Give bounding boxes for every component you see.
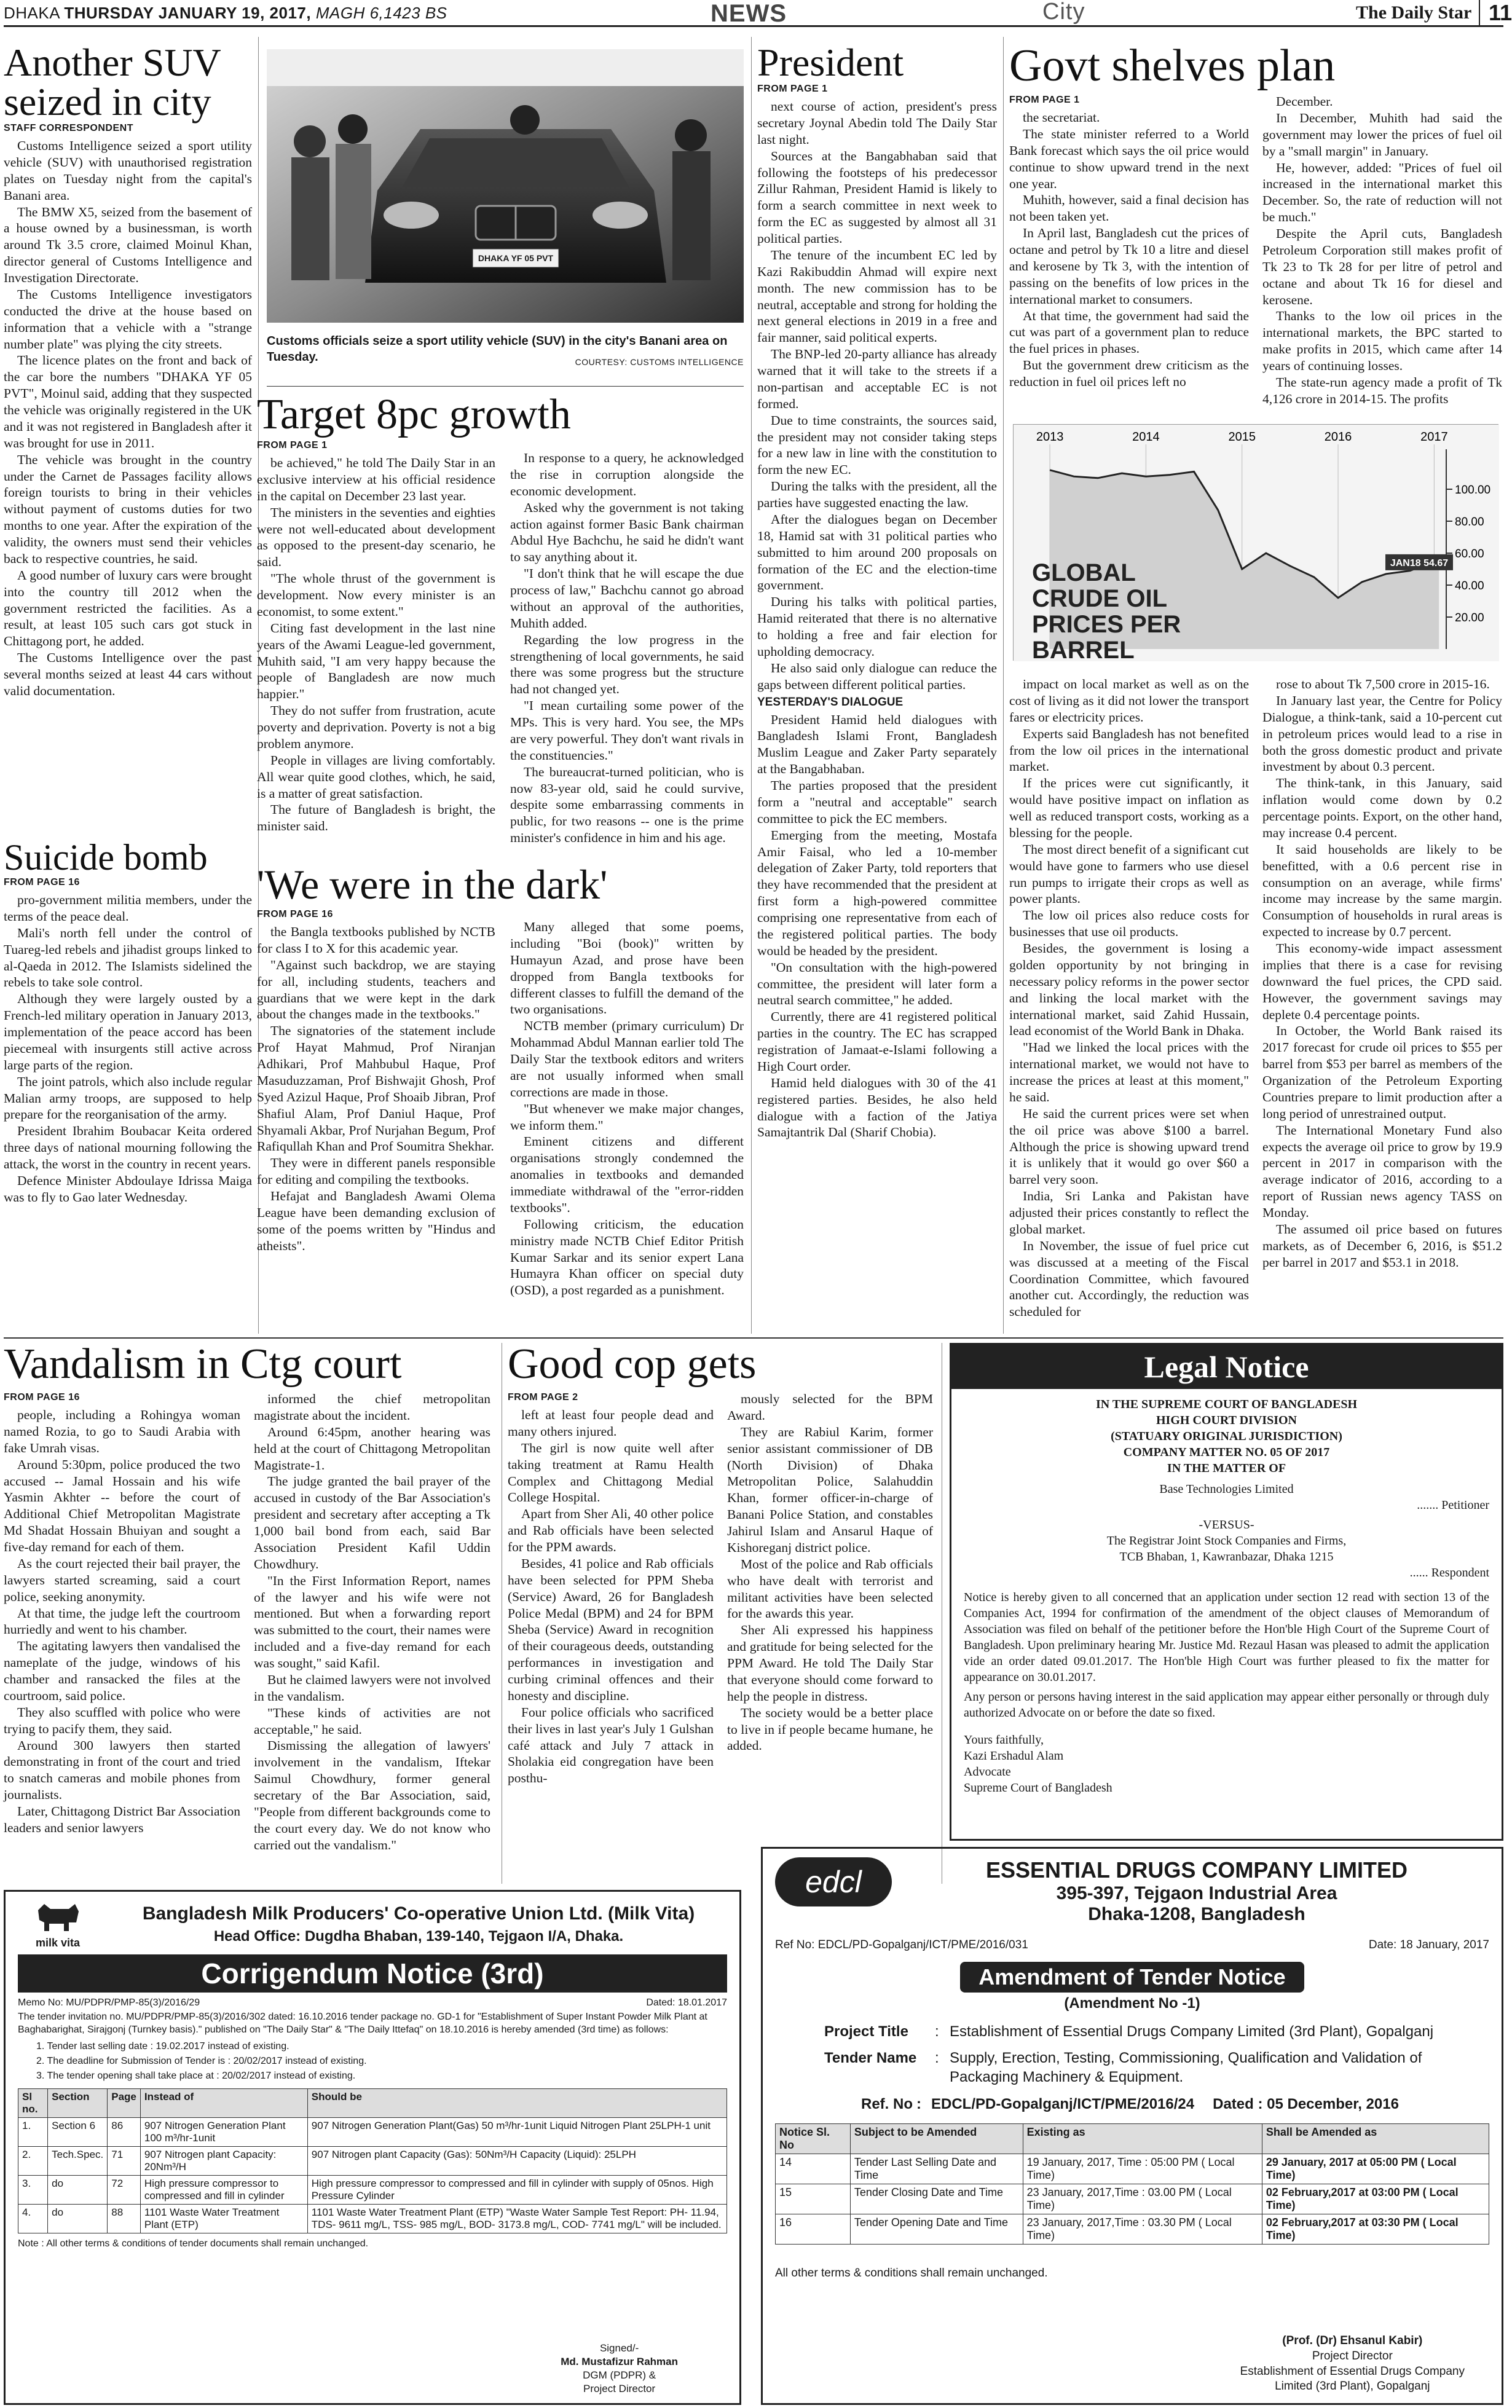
paragraph: They also scuffled with police who were trying to pacify them, they said. [4,1704,240,1736]
paragraph: Regarding the low progress in the strengthening of local governments, he said there was some progress but the structure had not changed yet. [510,632,744,697]
paragraph: Customs Intelligence seized a sport utility vehicle (SUV) with unauthorised registration plates on Tuesday night from the capital's Banani area. [4,138,252,203]
paragraph: the secretariat. [1023,110,1100,125]
paragraph: Sources at the Bangabhaban said that following the footsteps of his predecessor Zillur Rahman, President Hamid is likely to form a search committee in next week to form the EC as suggested by almost all 31 political parties. [757,148,997,246]
table-cell: 29 January, 2017 at 05:00 PM ( Local Time) [1262,2154,1489,2184]
headline-suv: Another SUV seized in city [4,41,221,124]
milkvita-signature [561,2342,678,2396]
article-goodcop [508,1340,935,1884]
paragraph: pro-government militia members, under the terms of the peace deal. [4,892,252,924]
headline-target: Target 8pc growth [257,391,571,438]
table-header: Instead of [140,2088,307,2117]
paragraph: The assumed oil price based on futures markets, as of December 6, 2016, is $51.2 per barrel in 2017 and $53.1 in 2018. [1262,1221,1502,1270]
article-target [253,393,745,848]
paragraph: The parties proposed that the president form a "neutral and acceptable" search committee to pick the EC members. [757,778,997,826]
article-body [1009,676,1249,1320]
paragraph: The signatories of the statement include Prof Hayat Mahmud, Prof Niranjan Adhikari, Prof Mahbubul Haque, Prof Masuduzzaman, Prof Bishwajit Ghosh, Prof Syed Azizul Haque, Prof Shoaib Jibran, Prof Shafiul Alam, Prof Daniul Haque, Prof Shyamali Akbar, Prof Nurjahan Begum, Prof Rafiqullah Khan and Prof Soumitra Shekhar. [257,1023,495,1154]
paragraph: "Against such backdrop, we are staying for all, including students, teachers and guardians that we were kept in the dark about the changes made in the textbooks." [257,957,495,1022]
x-tick-label: 2016 [1324,430,1352,444]
table-cell: 15 [776,2184,851,2214]
paragraph: In October, the World Bank raised its 2017 forecast for crude oil prices to $55 per barrel from $53 per barrel as members of the Organization of the Petroleum Exporting Countries prepare to limit production after a long period of unrestrained output. [1262,1023,1502,1121]
edcl-date: Date: 18 January, 2017 [1368,1938,1489,1951]
paragraph: In April last, Bangladesh cut the prices of octane and petrol by Tk 10 a litre and diesel and kerosene by Tk 3, with the intention of passing on the benefits of low prices in the international market to consumers. [1009,226,1249,307]
paragraph: The vehicle was brought in the country under the Carnet de Passages facility allows foreign tourists to bring in their vehicles without payment of customs duties for two months to one year. After the expiration of the validity, the owners must send their vehicles back to respective countries, he said. [4,452,252,566]
paragraph: It said households are likely to be benefitted, with a 0.6 percent rise in consumption on an average, while firms' income may increase by the same margin. Consumption of households in rural areas is expected to increase by 0.7 percent. [1262,841,1502,940]
paragraph: Besides, the government is losing a golden opportunity by not bringing in necessary policy reforms in the power sector and linking the local market with the international market, said Zahid Hussain, lead economist of the World Bank in Dhaka. [1009,941,1249,1039]
chart-title: GLOBAL CRUDE OIL PRICES PER BARREL [1032,559,1181,664]
subsection-label: City [1042,0,1085,25]
table-cell: Tender Last Selling Date and Time [850,2154,1023,2184]
table-cell: 907 Nitrogen plant Capacity: 20Nm³/H [140,2146,307,2175]
edcl-subtitle: (Amendment No -1) [1064,1995,1200,2012]
column-rule [751,37,752,1334]
y-tick-label: 20.00 [1455,612,1484,624]
paragraph: "Had we linked the local prices with the international market, we would not have to increase the prices at least at this moment," he said. [1009,1040,1249,1104]
paragraph: This economy-wide impact assessment implies that there is a case for revising downward the fuel prices, the CPD said. However, the government savings may deplete 0.4 percentage points. [1262,941,1502,1022]
signature-line: Yours faithfully, [964,1733,1044,1747]
paragraph: At that time, the judge left the courtroom hurriedly and went to his chamber. [4,1605,240,1637]
matter-number: COMPANY MATTER NO. 05 OF 2017 [1123,1446,1330,1459]
subhead: YESTERDAY'S DIALOGUE [757,695,904,709]
paragraph: Eminent citizens and different organisations strongly condemned the anomalies in textbooks and demanded immediate withdrawal of the "error-ridden textbooks". [510,1134,744,1215]
corrigendum-points [36,2039,727,2083]
section-label: NEWS [711,0,787,27]
paragraph: Citing fast development in the last nine years of the Awami League-led government, Muhith said, "I am very happy because the people of Bangladesh are now much happier." [257,620,495,702]
paragraph: Asked why the government is not taking action against former Basic Bank chairman Abdul Hye Bachchu, he said he didn't want to say anything about it. [510,500,744,565]
edcl-signature [1240,2334,1465,2394]
x-tick-label: 2017 [1420,430,1448,444]
paragraph: The judge granted the bail prayer of the accused in custody of the Bar Association's president and secretary after accepting a Tk 1,000 bail bond from each, said Bar Association President Kafil Uddin Chowdhury. [254,1474,490,1572]
signature-line: Supreme Court of Bangladesh [964,1781,1112,1795]
paragraph: The International Monetary Fund also expects the average oil price to grow by 19.9 percent in 2017 in comparison with the average indicator of 2016, according to a report of Russian news agency TASS on Monday. [1262,1122,1502,1220]
table-cell: High pressure compressor to compressed and fill in cylinder with supply of 05nos. High Pressure Cylinder [307,2175,726,2204]
paragraph: They do not suffer from frustration, acute poverty and deprivation. Poverty is not a big problem anymore. [257,703,495,751]
paragraph: "These kinds of activities are not acceptable," he said. [254,1705,490,1737]
article-govt-continued [1009,676,1503,1334]
x-tick-label: 2013 [1036,430,1064,444]
paragraph: If the prices were cut significantly, it would have positive impact on inflation as well as reduced transport costs, working as a blessing for the people. [1009,776,1249,840]
table-cell: do [48,2204,108,2233]
table-header: Should be [307,2088,726,2117]
table-header: Notice Sl. No [776,2123,851,2154]
paragraph: Sher Ali expressed his happiness and gratitude for being selected for the PPM Award. He told The Daily Star that everyone should come forward to help the people in distress. [727,1623,933,1704]
kicker: FROM PAGE 16 [257,909,333,919]
ref-row: Ref. No : EDCL/PD-Gopalganj/ICT/PME/2016/24 Dated : 05 December, 2016 [861,2095,1399,2112]
article-suv [4,43,252,830]
paragraph: "The whole thrust of the government is development. Now every minister is an economist, to some extent." [257,571,495,619]
paragraph: Currently, there are 41 registered political parties in the country. The EC has scrapped registration of Jamaat-e-Islami following a High Court order. [757,1009,997,1074]
article-body [757,98,997,693]
paragraph: But he claimed lawyers were not involved in the vandalism. [254,1672,491,1704]
paragraph: The BNP-led 20-party alliance has already warned that it will take to the streets if a non-partisan and acceptable EC is not formed. [757,347,997,411]
table-row [18,2204,727,2233]
paragraph: Hamid held dialogues with 30 of the 41 registered parties. Besides, he also held dialogue with a faction of the Jatiya Samajtantrik Dal (Sharif Chobia). [757,1075,997,1140]
newspaper-logo: The Daily Star [1356,2,1472,23]
table-row [18,2146,727,2175]
y-tick-label: 40.00 [1455,580,1484,592]
table-cell: 86 [108,2117,141,2146]
paragraph: Around 5:30pm, police produced the two accused -- Jamal Hossain and his wife Yasmin Akhter -- before the court of Additional Chief Metropolitan Magistrate Md Shadat Hossain Bhuiyan and sought a five-day remand for each of them. [4,1457,240,1554]
article-body [257,455,495,835]
paragraph: left at least four people dead and many others injured. [508,1407,714,1439]
masthead [4,0,1512,27]
table-cell: Section 6 [48,2117,108,2146]
edcl-address: Dhaka-1208, Bangladesh [1088,1904,1305,1924]
table-cell: 1101 Waste Water Treatment Plant (ETP) "Waste Water Sample Test Report: PH- 11.94, TDS- 9611 mg/L, TSS- 985 mg/L, BOD- 3173.8 mg/L, COD- 7741 mg/L" will be included. [307,2204,726,2233]
article-body [4,892,252,1206]
corrigendum-title: Corrigendum Notice (3rd) [18,1954,727,1993]
y-tick-label: 80.00 [1455,516,1484,529]
table-cell: 3. [18,2175,48,2204]
legal-body: Notice is hereby given to all concerned that an application under section 12 read with section 13 of the Companies Act, 1994 for confirmation of the amendment of the object clauses of Memorandum of Association was filed on behalf of the petitioner before the Hon'ble High Court of the Supreme Court of Bangladesh. Upon preliminary hearing Mr. Justice Md. Rezaul Hasan was pleased to admit the application vide an order dated 09.01.2017. The Hon'ble High Court was further pleased to fix the matter for appearance on 30.01.2017. [964,1591,1489,1684]
table-cell: 72 [108,2175,141,2204]
paragraph: After the dialogues began on December 18, Hamid sat with 31 political parties who submitted to him around 200 proposals on formation of the EC and the election-time government. [757,511,997,593]
table-cell: Tender Closing Date and Time [850,2184,1023,2214]
table-cell: 16 [776,2214,851,2244]
signature-line: Advocate [964,1765,1011,1779]
edcl-logo: edcl [775,1857,892,1906]
table-cell: 2. [18,2146,48,2175]
table-cell: 71 [108,2146,141,2175]
paragraph: The state minister referred to a World Bank forecast which says the oil price would continue to show upward trend in the next one year. [1009,126,1249,191]
paragraph: impact on local market as well as on the cost of living as it did not lower the transport fares or electricity prices. [1009,677,1249,725]
end-label: JAN18 54.67 [1390,557,1449,569]
paragraph: Later, Chittagong District Bar Association leaders and senior lawyers [4,1804,240,1835]
kicker: FROM PAGE 16 [4,1392,80,1403]
paragraph: He said the current prices were set when the oil price was above $100 a barrel. Although the price is showing upward trend it is unlikely that it would go over $60 a barrel very soon. [1009,1106,1249,1187]
headline-govt: Govt shelves plan [1009,41,1336,91]
paragraph: NCTB member (primary curriculum) Dr Mohammad Abdul Mannan earlier told The Daily Star the textbook editors and writers are not usually informed when small corrections are made in those. [510,1018,744,1100]
page-number: 11 [1479,0,1512,26]
paragraph: Thanks to the low oil prices in the international markets, the BPC started to make profits in 2015, which came after 14 years of continuing losses. [1262,309,1502,373]
paragraph: In December, Muhith had said the government may lower the prices of fuel oil by a "small margin" in January. [1262,110,1502,159]
signature-line: Kazi Ershadul Alam [964,1749,1064,1763]
photo-courtesy: COURTESY: CUSTOMS INTELLIGENCE [575,357,744,367]
paragraph: During the talks with the president, all the parties have suggested enacting the law. [757,479,997,510]
paragraph: As the court rejected their bail prayer, the lawyers started screaming, said a court police, seeking anonymity. [4,1556,240,1604]
paragraph: Dismissing the allegation of lawyers' involvement in the vandalism, Iftekar Saimul Chowdhury, former general secretary of the Bar Association, said, "People from different backgrounds come to the court every day. We do not know who carried out the vandalism." [254,1738,490,1852]
project-title-row: Project Title : Establishment of Essential Drugs Company Limited (3rd Plant), Gopalganj [824,2023,1434,2040]
kicker: FROM PAGE 1 [257,440,328,451]
paragraph: informed the chief metropolitan magistrate about the incident. [254,1391,490,1423]
paragraph: The BMW X5, seized from the basement of a house owned by a businessman, is worth around Tk 3.5 crore, claimed Moinul Khan, director general of Customs Intelligence and Investigation Directorate. [4,204,252,285]
table-cell: 02 February,2017 at 03:00 PM ( Local Time) [1262,2184,1489,2214]
paragraph: The joint patrols, which also include regular Malian army troops, are supposed to help prepare for the reorganisation of the army. [4,1074,252,1122]
dateline: DHAKA THURSDAY JANUARY 19, 2017, MAGH 6,1423 BS [4,4,447,22]
signature-line: Project Director [583,2382,656,2394]
table-row [776,2214,1489,2244]
table-header: Subject to be Amended [850,2123,1023,2154]
signature-line: Establishment of Essential Drugs Company [1240,2364,1465,2378]
paragraph: mously selected for the BPM Award. [727,1391,933,1423]
edcl-title: Amendment of Tender Notice [960,1962,1304,1993]
y-tick-label: 100.00 [1455,484,1491,497]
paragraph: The Customs Intelligence over the past several months seized at least 44 cars without valid documentation. [4,650,252,698]
paragraph: Defence Minister Abdoulaye Idrissa Maiga was to fly to Gao later Wednesday. [4,1173,252,1205]
article-president [757,43,997,1334]
respondent-line: The Registrar Joint Stock Companies and Firms, [1106,1534,1347,1548]
paragraph: rose to about Tk 7,500 crore in 2015-16. [1276,677,1490,691]
paragraph: They were in different panels responsible for editing and compiling the textbooks. [257,1155,495,1187]
table-cell: 02 February,2017 at 03:30 PM ( Local Time) [1262,2214,1489,2244]
paragraph: In November, the issue of fuel price cut was discussed at a meeting of the Fiscal Coordination Committee, which favoured another cut. Accordingly, the reduction was scheduled for [1009,1238,1249,1320]
paragraph: "On consultation with the high-powered committee, the president will later form a neutral search committee," he added. [757,959,997,1008]
paragraph: people, including a Rohingya woman named Rozia, to go to Saudi Arabia with fake Umrah visas. [4,1407,240,1455]
paragraph: "In the First Information Report, names of the lawyer and his wife were not mentioned. But when a forwarding report was submitted to the court, their names were included and a five-day remand for each was sought," said Kafil. [254,1573,490,1670]
corrigendum-note: Note : All other terms & conditions of tender documents shall remain unchanged. [18,2238,369,2249]
paragraph: The society would be a better place to live in if people became humane, he added. [727,1705,933,1753]
edcl-name: ESSENTIAL DRUGS COMPANY LIMITED [985,1857,1408,1883]
car-photo-image [267,49,744,323]
paragraph: Around 300 lawyers then started demonstrating in front of the court and tried to snatch cameras and mobile phones from journalists. [4,1737,240,1803]
paragraph: In response to a query, he acknowledged the rise in corruption alongside the economic development. [510,451,744,498]
table-row [776,2154,1489,2184]
table-header: Existing as [1023,2123,1262,2154]
article-body [1009,109,1249,390]
article-body [727,1391,933,1787]
paragraph: He also said only dialogue can reduce the gaps between different political parties. [757,660,997,692]
paragraph: be achieved," he told The Daily Star in an exclusive interview at his official residence in the capital on December 23 last year. [257,455,495,503]
paragraph: Four police officials who sacrificed their lives in last year's July 1 Gulshan café attack and July 7 attack in Sholakia eid congregation have been posthu- [508,1704,714,1786]
article-suicide [4,839,252,1318]
x-tick-label: 2014 [1132,430,1160,444]
signature-line: Limited (3rd Plant), Gopalganj [1275,2380,1430,2393]
court-line: (STATUARY ORIGINAL JURISDICTION) [1111,1430,1342,1443]
paragraph: next course of action, president's press secretary Joynal Abedin told The Daily Star last night. [757,99,997,147]
paragraph: During his talks with political parties, Hamid reiterated that there is no alternative to holding a free and fair election for upholding democracy. [757,594,997,659]
headline-suicide: Suicide bomb [4,837,208,878]
headline-president: President [757,41,904,84]
paragraph: India, Sri Lanka and Pakistan have adjusted their prices constantly to reflect the global market. [1009,1189,1249,1237]
paragraph: The tenure of the incumbent EC led by Kazi Rakibuddin Ahmad will expire next month. The new commission has to be neutral, acceptable and strong for holding the next general elections in 2019 in a free and fair manner, said political experts. [757,247,997,345]
table-cell: Tech.Spec. [48,2146,108,2175]
oil-price-chart [1013,424,1498,664]
x-tick-label: 2015 [1228,430,1256,444]
paragraph: The licence plates on the front and back of the car bore the numbers "DHAKA YF 05 PVT", Moinul said, adding that they suspected the vehicle was originally registered in the UK and it was not registered in Bangladesh after it was brought for use in 2011. [4,353,252,451]
paragraph: "I mean curtailing some power of the MPs. This is very hard. You see, the MPs are very powerful. They don't want rivals in the constituencies." [510,698,744,763]
table-row [18,2117,727,2146]
paragraph: They are Rabiul Karim, former senior assistant commissioner of DB (North Division) of Dhaka Metropolitan Police, Salahuddin Khan, former officer-in-charge of Banani Police Station, and constables Jahirul Islam and Ansarul Haque of Kishoreganj district police. [727,1424,933,1555]
kicker: FROM PAGE 1 [757,84,828,94]
paragraph: The bureaucrat-turned politician, who is now 83-year old, said he could survive, despite some embarrassing comments in public, for two reasons -- one is the prime minister's confidence in him and his age. [510,764,744,846]
paragraph: The future of Bangladesh is bright, the minister said. [257,802,495,834]
article-body [757,712,997,1141]
byline: STAFF CORRESPONDENT [4,123,133,133]
cow-icon [33,1899,82,1934]
suv-photo [267,49,744,381]
paragraph: Experts said Bangladesh has not benefited from the low oil prices in the international market. [1009,726,1249,774]
paragraph: In January last year, the Centre for Policy Dialogue, a think-tank, said a 10-percent cut in petroleum prices would lead to a rise in both the gross domestic product and private investment by about 0.3 percent. [1262,693,1502,774]
paragraph: Although they were largely ousted by a French-led military operation in January 2013, implementation of the peace accord has been piecemeal with insurgents still active across large parts of the region. [4,991,252,1072]
paragraph: The Customs Intelligence investigators conducted the drive at the house based on information that a vehicle with a "strange number plate" was plying the city streets. [4,286,252,352]
signature-line: Md. Mustafizur Rahman [561,2355,678,2367]
paragraph: "But whenever we make major changes, we inform them." [510,1101,744,1133]
headline-goodcop: Good cop gets [508,1340,757,1388]
paragraph: People in villages are living comfortably. All wear quite good clothes, which, he said, is a matter of great satisfaction. [257,752,495,801]
column-rule [1003,37,1004,1334]
photo-caption: Customs officials seize a sport utility vehicle (SUV) in the city's Banani area on Tuesday. COURTESY: CUSTOMS INTELLIGENCE [267,334,744,367]
article-body [257,924,495,1254]
paragraph: Muhith, however, said a final decision has not been taken yet. [1009,192,1249,224]
paragraph: Emerging from the meeting, Mostafa Amir Faisal, who led a 10-member delegation of Zaker Party, told reporters that they have recommended that the president at first form a high-powered committee comprising one representative from each of the registered political parties. The body would be headed by the president. [757,827,997,958]
article-body [254,1391,490,1854]
petitioner-name: Base Technologies Limited [1159,1482,1294,1496]
paragraph: Due to time constraints, the sources said, the president may not consider taking steps for a new law in line with the constitution to form the new EC. [757,412,997,478]
milkvita-office: Head Office: Dugdha Bhaban, 139-140, Tejgaon I/A, Dhaka. [213,1928,624,1945]
kicker: FROM PAGE 1 [1009,95,1080,105]
table-cell: 1101 Waste Water Treatment Plant (ETP) [140,2204,307,2233]
table-cell: 4. [18,2204,48,2233]
signature-line: (Prof. (Dr) Ehsanul Kabir) [1282,2334,1423,2348]
headline-vandalism: Vandalism in Ctg court [4,1340,402,1388]
corrigendum-point: 3. The tender opening shall take place at : 20/02/2017 instead of existing. [36,2070,356,2081]
paragraph: Apart from Sher Ali, 40 other police and Rab officials have been selected for the PPM awards. [508,1506,714,1554]
corrigendum-point: 1. Tender last selling date : 19.02.2017 instead of existing. [36,2040,289,2052]
paragraph: The state-run agency made a profit of Tk 4,126 crore in 2014-15. The profits [1262,374,1502,406]
paragraph: A good number of luxury cars were brought into the country till 2012 when the government restricted the facilities. As a result, at least 105 such cars got stuck in Chittagong port, he added. [4,567,252,649]
corrigendum-table [18,2088,727,2233]
court-line: HIGH COURT DIVISION [1156,1414,1297,1427]
number-plate: DHAKA YF 05 PVT [478,253,554,263]
respondent-label: ...... Respondent [1409,1566,1489,1580]
article-body [510,439,744,846]
table-cell: 23 January, 2017,Time : 03.00 PM ( Local Time) [1023,2184,1262,2214]
petitioner-label: ....... Petitioner [1417,1498,1489,1512]
kicker: FROM PAGE 16 [4,877,80,887]
in-the-matter: IN THE MATTER OF [1167,1462,1286,1475]
legal-notice-title: Legal Notice [951,1345,1502,1389]
milkvita-logo [18,1899,98,1950]
table-cell: 14 [776,2154,851,2184]
tender-name-row: Tender Name : Supply, Erection, Testing, Commissioning, Qualification and Validation of Packaging Machinery & Equipment. [824,2050,1422,2086]
paragraph: Hefajat and Bangladesh Awami Olema League have been demanding exclusion of some of the poems written by "Hindus and atheists". [257,1189,495,1253]
table-cell: 907 Nitrogen plant Capacity (Gas): 50Nm³/H Capacity (Liquid): 25LPH [307,2146,726,2175]
article-body [508,1407,714,1787]
edcl-address: 395-397, Tejgaon Industrial Area [1056,1883,1337,1903]
table-header: Sl no. [18,2088,48,2117]
milkvita-notice [4,1890,741,2405]
edcl-note: All other terms & conditions shall remain unchanged. [775,2266,1048,2280]
corrigendum-point: 2. The deadline for Submission of Tender is : 20/02/2017 instead of existing. [36,2055,367,2066]
table-cell: do [48,2175,108,2204]
paragraph: Many alleged that some poems, including "Boi (book)" written by Humayun Azad, and prose have been dropped from Bangla textbooks for different classes to fulfill the demand of the two organisations. [510,919,744,1017]
paragraph: Despite the April cuts, Bangladesh Petroleum Corporation still makes profit of Tk 23 to Tk 28 for per litre of petrol and octane and about Tk 16 for diesel and kerosene. [1262,226,1502,307]
court-line: IN THE SUPREME COURT OF BANGLADESH [1095,1398,1358,1411]
article-body [1262,676,1502,1320]
table-header: Section [48,2088,108,2117]
paragraph: The ministers in the seventies and eighties were not well-educated about development as opposed to the present-day scenario, he said. [257,505,495,570]
corrigendum-intro: The tender invitation no. MU/PDPR/PMP-85(3)/2016/302 dated: 16.10.2016 tender package no. GD-1 for "Establishment of Super Instant Powder Milk Plant at Baghabarighat, Sirajgonj (Turnkey basis)." published on "The Daily Star" & "The Daily Ittefaq" on 18.10.2016 is hereby amended (3rd time) as follows: [18,2012,707,2035]
paragraph: December. [1276,94,1333,109]
table-row [776,2184,1489,2214]
table-header: Shall be Amended as [1262,2123,1489,2154]
paragraph: The girl is now quite well after taking treatment at Ramu Health Complex and Chittagong Medial College Hospital. [508,1440,714,1505]
article-body [4,1407,240,1836]
table-header: Page [108,2088,141,2117]
table-cell: 88 [108,2204,141,2233]
paragraph: The most direct benefit of a significant cut would have gone to farmers who use diesel run pumps to irrigate their crops as well as power plants. [1009,841,1249,907]
paragraph: President Ibrahim Boubacar Keita ordered three days of national mourning following the attack, the worst in the country in recent years. [4,1123,252,1171]
paragraph: The think-tank, in this January, said inflation would come down by 0.2 percentage points. Export, on the other hand, may increase 0.4 percent. [1262,776,1502,840]
table-cell: 19 January, 2017, Time : 05:00 PM ( Local Time) [1023,2154,1262,2184]
edcl-notice [761,1847,1503,2405]
paragraph: He, however, added: "Prices of fuel oil increased in the international market this December. So, the rate of reduction will not be much." [1262,160,1502,225]
article-body [510,908,744,1299]
article-vandalism [4,1340,495,1884]
table-cell: 907 Nitrogen Generation Plant(Gas) 50 m³/hr-1unit Liquid Nitrogen Plant 25LPH-1 unit [307,2117,726,2146]
edcl-table [775,2123,1489,2245]
edcl-ref: Ref No: EDCL/PD-Gopalganj/ICT/PME/2016/031 [775,1938,1028,1951]
paragraph: Mali's north fell under the control of Tuareg-led rebels and jihadist groups linked to al-Qaeda in 2012. The Islamists sidelined the rebels to take sole control. [4,925,252,990]
table-row [18,2175,727,2204]
paragraph: At that time, the government had said the cut was part of a government plan to reduce the fuel prices in phases. [1009,308,1249,356]
table-cell: 23 January, 2017,Time : 03.30 PM ( Local Time) [1023,2214,1262,2244]
legal-body: Any person or persons having interest in the said application may appear either personally or through duly authorized Advocate on or before the date so fixed. [964,1690,1489,1720]
paragraph: Following criticism, the education ministry made NCTB Chief Editor Pritish Kumar Sarkar and its senior expert Lana Humayra Khan officer on special duty (OSD), a post regarded as a punishment. [510,1216,744,1298]
table-cell: 1. [18,2117,48,2146]
milkvita-org: Bangladesh Milk Producers' Co-operative Union Ltd. (Milk Vita) [142,1903,695,1924]
respondent-line: TCB Bhaban, 1, Kawranbazar, Dhaka 1215 [1119,1550,1334,1564]
paragraph: Besides, 41 police and Rab officials have been selected for PPM Sheba (Service) Award, 26 for Bangladesh Police Medal (BPM) and 24 for BPM Sheba (Service) Award in recognition of their courageous deeds, outstanding performances in investigation and curbing criminal offences and their honesty and discipline. [508,1556,714,1703]
article-dark [253,861,745,1331]
paragraph: The low oil prices also reduce costs for businesses that use oil products. [1009,908,1249,940]
table-cell: High pressure compressor to compressed and fill in cylinder [140,2175,307,2204]
signature-line: Project Director [1312,2349,1393,2363]
table-cell: 907 Nitrogen Generation Plant 100 m³/hr-1unit [140,2117,307,2146]
table-cell: Tender Opening Date and Time [850,2214,1023,2244]
paragraph: "I don't think that he will escape the due process of law," Bachchu cannot go abroad without an approval of the authorities, Muhith added. [510,566,744,631]
signature-line: Signed/- [599,2342,639,2354]
legal-notice [950,1343,1503,1841]
section-rule [4,1337,1503,1339]
paragraph: Around 6:45pm, another hearing was held at the court of Chittagong Metropolitan Magistrate-1. [254,1424,490,1473]
article-body [1262,93,1502,438]
memo-date: Dated: 18.01.2017 [646,1997,727,2008]
paragraph: the Bangla textbooks published by NCTB for class I to X for this academic year. [257,924,495,956]
signature-line: DGM (PDPR) & [583,2369,656,2381]
milkvita-logo-text: milk vita [35,1937,81,1949]
photo-rule [267,386,744,387]
paragraph: President Hamid held dialogues with Bangladesh Islami Front, Bangladesh Muslim League and Zaker Party separately at the Bangabhaban. [757,712,997,777]
memo-number: Memo No: MU/PDPR/PMP-85(3)/2016/29 [18,1997,200,2008]
article-body [4,138,252,699]
y-tick-label: 60.00 [1455,548,1484,561]
paragraph: The agitating lawyers then vandalised the nameplate of the judge, windows of his chamber and ransacked the files at the courtroom, said police. [4,1639,240,1703]
paragraph: But the government drew criticism as the reduction in fuel oil prices left no [1009,358,1249,389]
paragraph: Most of the police and Rab officials who have dealt with terrorist and militant activities have been selected for the awards this year. [727,1556,933,1621]
headline-dark: 'We were in the dark' [257,861,608,908]
versus: -VERSUS- [1199,1518,1254,1532]
kicker: FROM PAGE 2 [508,1392,578,1403]
